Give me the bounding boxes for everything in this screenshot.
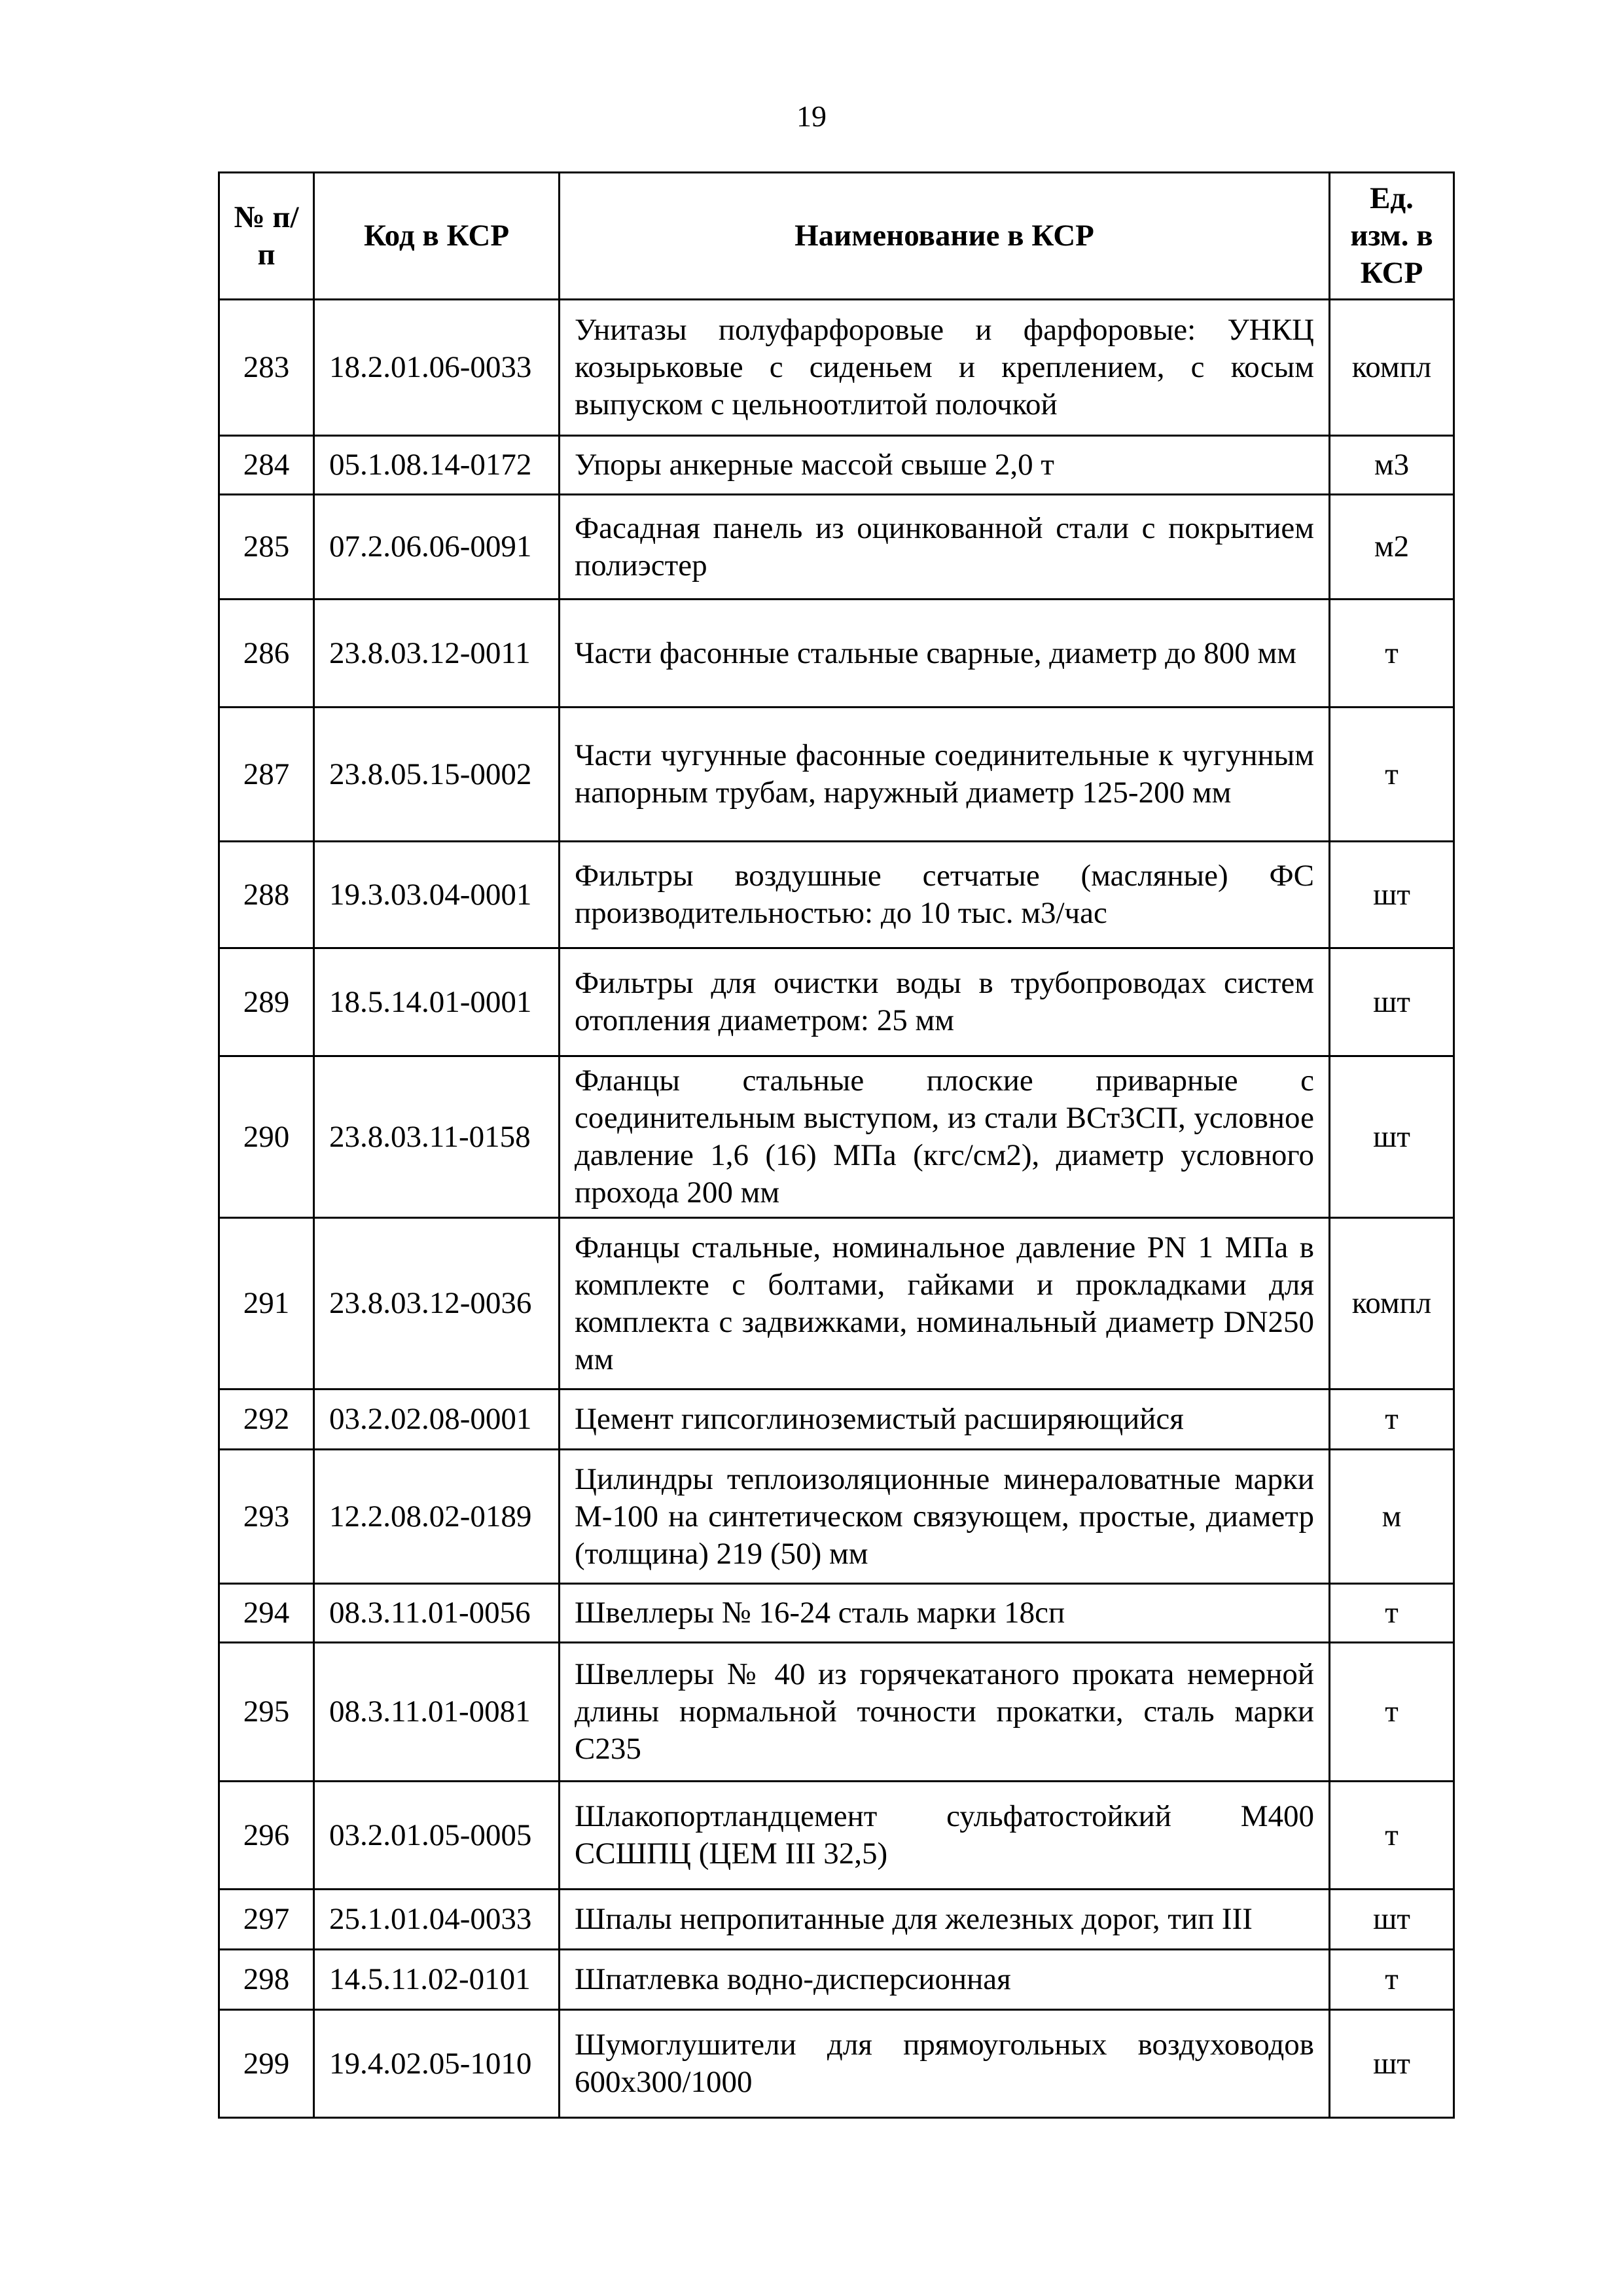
table-row [219,1450,1454,1584]
cell-name: Части фасонные стальные сварные, диаметр до 800 мм [560,600,1330,708]
table-row [219,600,1454,708]
table-row [219,436,1454,495]
cell-num: 286 [219,600,314,708]
table-row [219,2010,1454,2118]
cell-code: 08.3.11.01-0081 [314,1643,560,1782]
cell-num: 285 [219,495,314,600]
cell-name: Швеллеры № 40 из горячекатаного проката немерной длины нормальной точности прокатки, сталь марки С235 [560,1643,1330,1782]
cell-num: 299 [219,2010,314,2118]
cell-unit: шт [1330,2010,1454,2118]
cell-code: 23.8.03.12-0011 [314,600,560,708]
cell-name: Унитазы полуфарфоровые и фарфоровые: УНКЦ козырьковые с сиденьем и креплением, с косым выпуском с цельноотлитой полочкой [560,300,1330,436]
ksr-table [218,171,1455,2119]
header-num: № п/п [219,173,314,300]
cell-unit: т [1330,1643,1454,1782]
cell-name: Шпатлевка водно-дисперсионная [560,1950,1330,2010]
table-row [219,708,1454,842]
table-row [219,495,1454,600]
cell-unit: т [1330,1390,1454,1450]
table-row [219,948,1454,1056]
cell-name: Фасадная панель из оцинкованной стали с покрытием полиэстер [560,495,1330,600]
table-row [219,1782,1454,1890]
cell-unit: компл [1330,300,1454,436]
cell-num: 283 [219,300,314,436]
cell-num: 288 [219,842,314,948]
table-row [219,300,1454,436]
cell-unit: шт [1330,1890,1454,1950]
cell-num: 297 [219,1890,314,1950]
cell-unit: т [1330,708,1454,842]
cell-num: 284 [219,436,314,495]
cell-unit: шт [1330,948,1454,1056]
header-unit: Ед. изм. в КСР [1330,173,1454,300]
cell-code: 12.2.08.02-0189 [314,1450,560,1584]
cell-name: Фильтры воздушные сетчатые (масляные) ФС производительностью: до 10 тыс. м3/час [560,842,1330,948]
cell-num: 298 [219,1950,314,2010]
cell-unit: т [1330,600,1454,708]
cell-code: 03.2.02.08-0001 [314,1390,560,1450]
cell-unit: м [1330,1450,1454,1584]
cell-code: 23.8.03.11-0158 [314,1056,560,1218]
cell-code: 18.2.01.06-0033 [314,300,560,436]
cell-code: 03.2.01.05-0005 [314,1782,560,1890]
cell-name: Шпалы непропитанные для железных дорог, тип III [560,1890,1330,1950]
cell-name: Фланцы стальные, номинальное давление PN 1 МПа в комплекте с болтами, гайками и прокладками для комплекта с задвижками, номинальный диаметр DN250 мм [560,1218,1330,1390]
cell-num: 296 [219,1782,314,1890]
cell-code: 05.1.08.14-0172 [314,436,560,495]
cell-name: Цилиндры теплоизоляционные минераловатные марки М-100 на синтетическом связующем, простые, диаметр (толщина) 219 (50) мм [560,1450,1330,1584]
cell-name: Упоры анкерные массой свыше 2,0 т [560,436,1330,495]
table-row [219,1950,1454,2010]
cell-name: Швеллеры № 16-24 сталь марки 18сп [560,1584,1330,1643]
table-row [219,1584,1454,1643]
cell-unit: шт [1330,1056,1454,1218]
cell-name: Части чугунные фасонные соединительные к чугунным напорным трубам, наружный диаметр 125-200 мм [560,708,1330,842]
cell-code: 19.3.03.04-0001 [314,842,560,948]
table-row [219,842,1454,948]
cell-num: 287 [219,708,314,842]
cell-code: 08.3.11.01-0056 [314,1584,560,1643]
cell-unit: т [1330,1584,1454,1643]
cell-num: 291 [219,1218,314,1390]
table-row [219,1890,1454,1950]
table-body [219,300,1454,2118]
cell-code: 23.8.03.12-0036 [314,1218,560,1390]
cell-name: Шумоглушители для прямоугольных воздуховодов 600x300/1000 [560,2010,1330,2118]
table-row [219,1056,1454,1218]
cell-code: 23.8.05.15-0002 [314,708,560,842]
cell-num: 290 [219,1056,314,1218]
header-code: Код в КСР [314,173,560,300]
cell-code: 18.5.14.01-0001 [314,948,560,1056]
table-row [219,1643,1454,1782]
cell-num: 289 [219,948,314,1056]
page-number: 19 [796,99,827,133]
cell-name: Фланцы стальные плоские приварные с соединительным выступом, из стали ВСт3СП, условное давление 1,6 (16) МПа (кгс/см2), диаметр условного прохода 200 мм [560,1056,1330,1218]
cell-num: 294 [219,1584,314,1643]
cell-num: 292 [219,1390,314,1450]
cell-name: Цемент гипсоглиноземистый расширяющийся [560,1390,1330,1450]
cell-unit: м3 [1330,436,1454,495]
cell-unit: т [1330,1950,1454,2010]
cell-code: 25.1.01.04-0033 [314,1890,560,1950]
table-row [219,1218,1454,1390]
cell-num: 293 [219,1450,314,1584]
cell-code: 14.5.11.02-0101 [314,1950,560,2010]
cell-code: 19.4.02.05-1010 [314,2010,560,2118]
table-header-row [219,173,1454,300]
cell-num: 295 [219,1643,314,1782]
cell-name: Шлакопортландцемент сульфатостойкий М400 ССШПЦ (ЦЕМ III 32,5) [560,1782,1330,1890]
cell-code: 07.2.06.06-0091 [314,495,560,600]
cell-unit: т [1330,1782,1454,1890]
cell-unit: м2 [1330,495,1454,600]
cell-name: Фильтры для очистки воды в трубопроводах систем отопления диаметром: 25 мм [560,948,1330,1056]
cell-unit: шт [1330,842,1454,948]
table-row [219,1390,1454,1450]
cell-unit: компл [1330,1218,1454,1390]
header-name: Наименование в КСР [560,173,1330,300]
